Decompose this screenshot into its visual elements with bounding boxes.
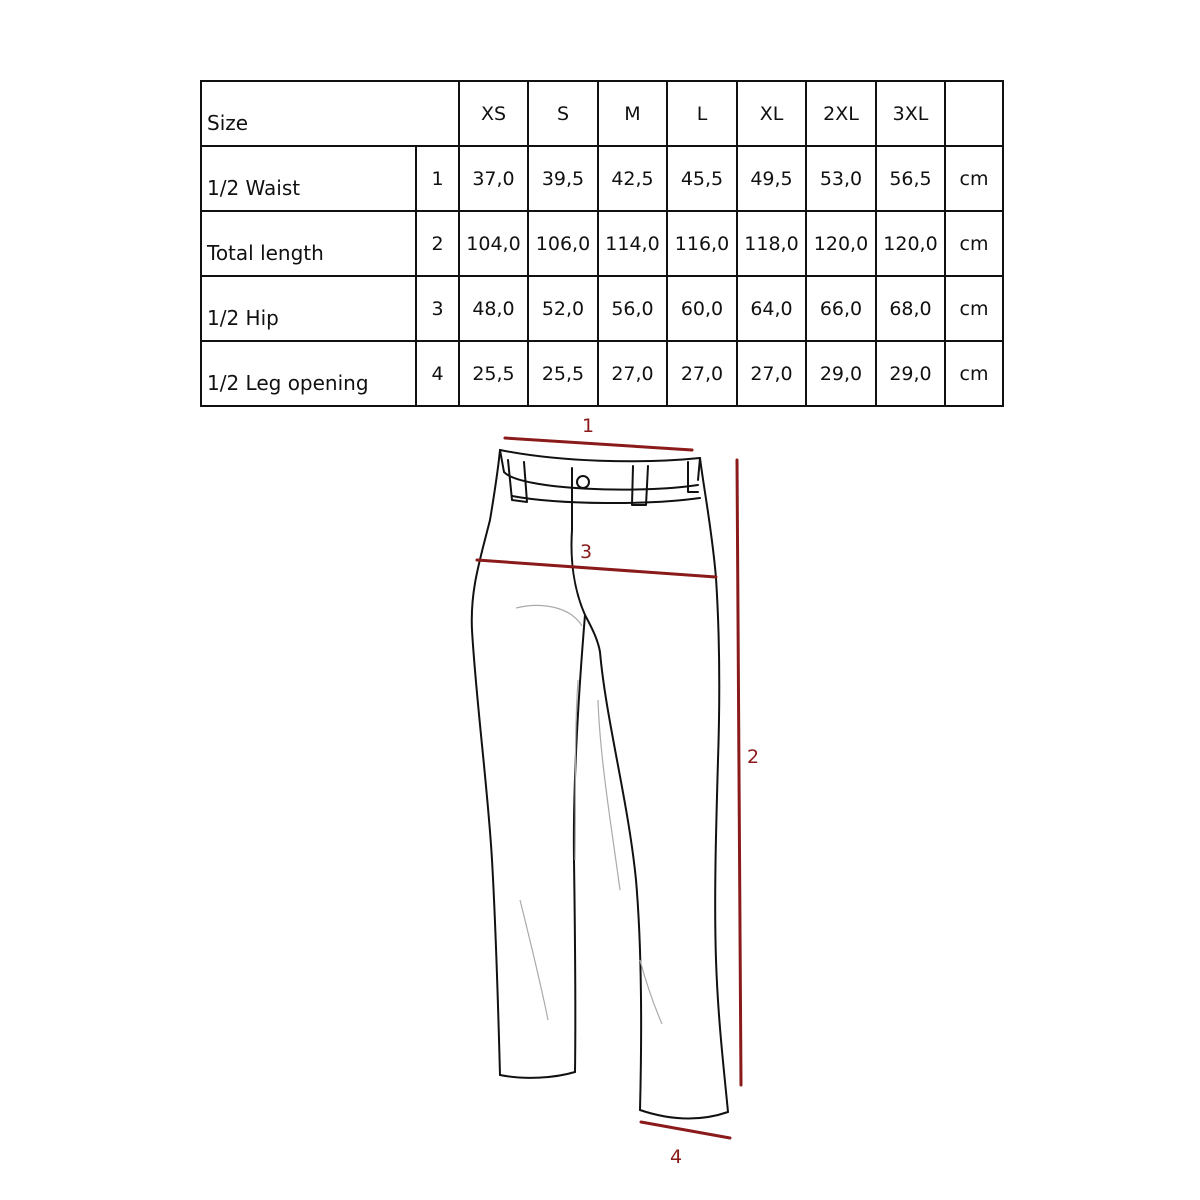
measurement-value: 45,5: [667, 146, 737, 211]
measurement-value: 66,0: [806, 276, 876, 341]
leg-opening-measure-line: [641, 1122, 730, 1138]
size-cell: S: [528, 81, 598, 146]
trousers-outline: [472, 450, 728, 1119]
measurement-value: 56,0: [598, 276, 667, 341]
measurement-value: 39,5: [528, 146, 598, 211]
measurement-value: 49,5: [737, 146, 806, 211]
measurement-unit: cm: [945, 276, 1003, 341]
measurement-number: 1: [416, 146, 459, 211]
length-measure-line: [737, 460, 741, 1085]
measurement-value: 42,5: [598, 146, 667, 211]
measurement-label: 1/2 Hip: [201, 276, 416, 341]
measurement-value: 27,0: [598, 341, 667, 406]
measurement-unit: cm: [945, 341, 1003, 406]
waist-measure-label: 1: [582, 415, 595, 437]
measurement-value: 53,0: [806, 146, 876, 211]
measurement-value: 118,0: [737, 211, 806, 276]
size-cell: 3XL: [876, 81, 945, 146]
measurement-unit: cm: [945, 146, 1003, 211]
measurement-lines: [477, 438, 741, 1138]
measurement-number: 4: [416, 341, 459, 406]
measurement-value: 64,0: [737, 276, 806, 341]
measurement-value: 27,0: [667, 341, 737, 406]
measurement-value: 29,0: [876, 341, 945, 406]
measurement-value: 25,5: [528, 341, 598, 406]
measurement-label: 1/2 Waist: [201, 146, 416, 211]
size-cell: 2XL: [806, 81, 876, 146]
measurement-label: 1/2 Leg opening: [201, 341, 416, 406]
measurement-value: 120,0: [876, 211, 945, 276]
size-cell: L: [667, 81, 737, 146]
size-cell: XL: [737, 81, 806, 146]
measurement-value: 60,0: [667, 276, 737, 341]
hip-measure-label: 3: [580, 541, 593, 563]
measurement-value: 114,0: [598, 211, 667, 276]
size-cell: M: [598, 81, 667, 146]
measurement-value: 29,0: [806, 341, 876, 406]
size-cell: XS: [459, 81, 528, 146]
measurement-value: 37,0: [459, 146, 528, 211]
measurement-value: 116,0: [667, 211, 737, 276]
length-measure-label: 2: [747, 746, 760, 768]
measurement-value: 56,5: [876, 146, 945, 211]
measurement-number: 3: [416, 276, 459, 341]
measurement-value: 106,0: [528, 211, 598, 276]
measurement-label: Total length: [201, 211, 416, 276]
measurement-value: 104,0: [459, 211, 528, 276]
measurement-value: 48,0: [459, 276, 528, 341]
measurement-number: 2: [416, 211, 459, 276]
hip-measure-line: [477, 560, 716, 577]
measurement-value: 52,0: [528, 276, 598, 341]
measurement-value: 25,5: [459, 341, 528, 406]
leg-opening-measure-label: 4: [670, 1146, 683, 1168]
trousers-detail-lines: [516, 605, 662, 1024]
measurement-value: 27,0: [737, 341, 806, 406]
measurement-value: 120,0: [806, 211, 876, 276]
measurement-unit: cm: [945, 211, 1003, 276]
waist-measure-line: [505, 438, 692, 450]
size-header-label: Size: [201, 81, 459, 146]
measurement-value: 68,0: [876, 276, 945, 341]
